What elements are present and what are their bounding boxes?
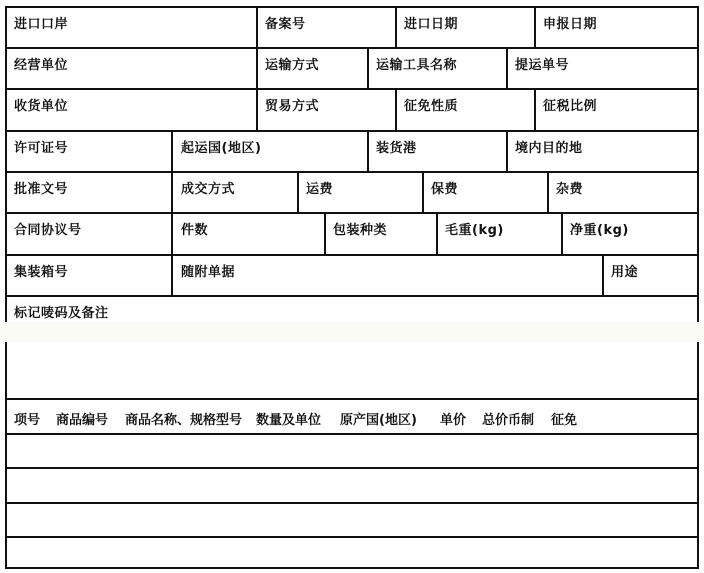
rule: [256, 88, 258, 132]
field-label-tax-ratio: 征税比例: [543, 99, 598, 114]
rule: [6, 171, 699, 173]
field-label-approval-no: 批准文号: [14, 182, 69, 197]
field-label-attached-documents: 随附单据: [181, 265, 236, 280]
field-label-transaction-mode: 成交方式: [181, 182, 236, 197]
rule: [561, 212, 563, 256]
rule: [547, 171, 549, 214]
rule: [6, 254, 699, 256]
field-label-port-of-entry: 进口口岸: [14, 17, 69, 32]
field-label-vessel-name: 运输工具名称: [376, 58, 458, 73]
goods-header-unit-price: 单价: [440, 413, 467, 428]
field-label-business-unit: 经营单位: [14, 58, 69, 73]
rule: [436, 212, 438, 256]
field-label-container-no: 集装箱号: [14, 265, 69, 280]
field-label-transport-mode: 运输方式: [265, 58, 320, 73]
rule: [6, 47, 699, 49]
goods-header-item-no: 项号: [14, 413, 41, 428]
field-label-package-count: 件数: [181, 223, 209, 238]
field-label-usage: 用途: [611, 265, 639, 280]
field-label-trade-mode: 贸易方式: [265, 99, 320, 114]
rule: [367, 47, 369, 90]
field-label-net-weight: 净重(kg): [570, 223, 629, 238]
field-label-consignee: 收货单位: [14, 99, 69, 114]
rule: [6, 567, 699, 569]
rule: [6, 130, 699, 132]
field-label-exemption-nature: 征免性质: [404, 99, 459, 114]
field-label-country-of-departure: 起运国(地区): [181, 141, 262, 156]
rule: [506, 47, 508, 90]
goods-row[interactable]: [7, 435, 697, 467]
rule: [171, 130, 173, 173]
rule: [6, 6, 699, 8]
field-label-import-date: 进口日期: [404, 17, 459, 32]
rule: [297, 171, 299, 214]
rule: [6, 295, 699, 297]
rule: [171, 212, 173, 256]
field-label-contract-no: 合同协议号: [14, 223, 82, 238]
goods-row[interactable]: [7, 469, 697, 502]
goods-header-exemption: 征免: [551, 413, 578, 428]
field-label-freight: 运费: [306, 182, 334, 197]
field-label-bill-of-lading: 提运单号: [515, 58, 570, 73]
rule: [324, 212, 326, 256]
rule: [171, 254, 173, 297]
field-label-insurance: 保费: [431, 182, 459, 197]
rule: [395, 6, 397, 49]
goods-row[interactable]: [7, 504, 697, 536]
field-label-domestic-destination: 境内目的地: [515, 141, 583, 156]
field-label-package-type: 包装种类: [333, 223, 388, 238]
field-label-license-no: 许可证号: [14, 141, 69, 156]
scan-gap: [0, 322, 704, 342]
rule: [697, 6, 699, 569]
rule: [602, 254, 604, 297]
goods-row[interactable]: [7, 538, 697, 567]
goods-header-country-of-origin: 原产国(地区): [340, 413, 417, 428]
goods-header-total-currency: 总价币制: [482, 413, 535, 428]
rule: [395, 88, 397, 132]
goods-header-quantity-unit: 数量及单位: [256, 413, 322, 428]
rule: [534, 88, 536, 132]
field-label-record-no: 备案号: [265, 17, 306, 32]
goods-header-name-spec: 商品名称、规格型号: [125, 413, 243, 428]
rule: [506, 130, 508, 173]
field-label-declaration-date: 申报日期: [543, 17, 598, 32]
rule: [256, 47, 258, 90]
field-label-loading-port: 装货港: [376, 141, 417, 156]
rule: [6, 212, 699, 214]
rule: [256, 6, 258, 49]
field-label-gross-weight: 毛重(kg): [445, 223, 504, 238]
rule: [171, 171, 173, 214]
rule: [422, 171, 424, 214]
rule: [6, 398, 699, 400]
goods-header-commodity-code: 商品编号: [56, 413, 109, 428]
field-label-misc-fees: 杂费: [556, 182, 584, 197]
field-label-marks-and-remarks: 标记唛码及备注: [14, 306, 109, 321]
rule: [6, 88, 699, 90]
rule: [367, 130, 369, 173]
rule: [534, 6, 536, 49]
